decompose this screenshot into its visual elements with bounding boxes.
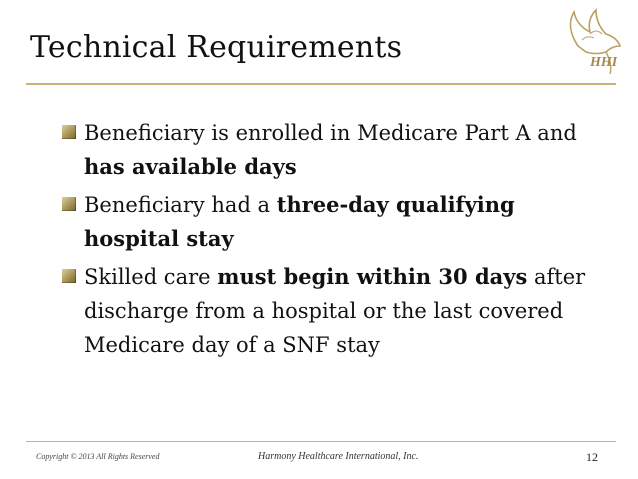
slide-title: Technical Requirements — [30, 30, 403, 65]
bullet-list — [62, 116, 602, 366]
bullet-item — [62, 260, 602, 362]
gold-square-bullet-icon — [62, 125, 76, 139]
bullet-text — [84, 188, 602, 256]
bullet-item — [62, 188, 602, 256]
bullet-text-emphasis: has available days — [84, 154, 297, 179]
logo-text: HHI — [590, 55, 618, 70]
gold-square-bullet-icon — [62, 269, 76, 283]
bullet-text-part: Beneficiary is enrolled in Medicare Part A and — [84, 121, 577, 145]
bullet-text-emphasis: three-day qualifying hospital stay — [84, 192, 515, 251]
gold-square-bullet-icon — [62, 197, 76, 211]
title-divider — [26, 83, 616, 85]
bullet-text — [84, 260, 602, 362]
page-number: 12 — [586, 450, 598, 464]
bullet-text-part: Skilled care — [84, 265, 218, 289]
bullet-text-part: Beneficiary had a — [84, 193, 277, 217]
footer-company-name: Harmony Healthcare International, Inc. — [258, 451, 419, 462]
bullet-text — [84, 116, 602, 184]
footer-copyright: Copyright © 2013 All Rights Reserved — [36, 452, 160, 461]
bullet-text-emphasis: must begin within 30 days — [217, 264, 528, 289]
dove-logo-icon — [560, 6, 626, 82]
bullet-item — [62, 116, 602, 184]
footer-divider — [26, 441, 616, 442]
bullet-text-part: after discharge from a hospital or the last covered Medicare day of a SNF stay — [84, 265, 586, 357]
